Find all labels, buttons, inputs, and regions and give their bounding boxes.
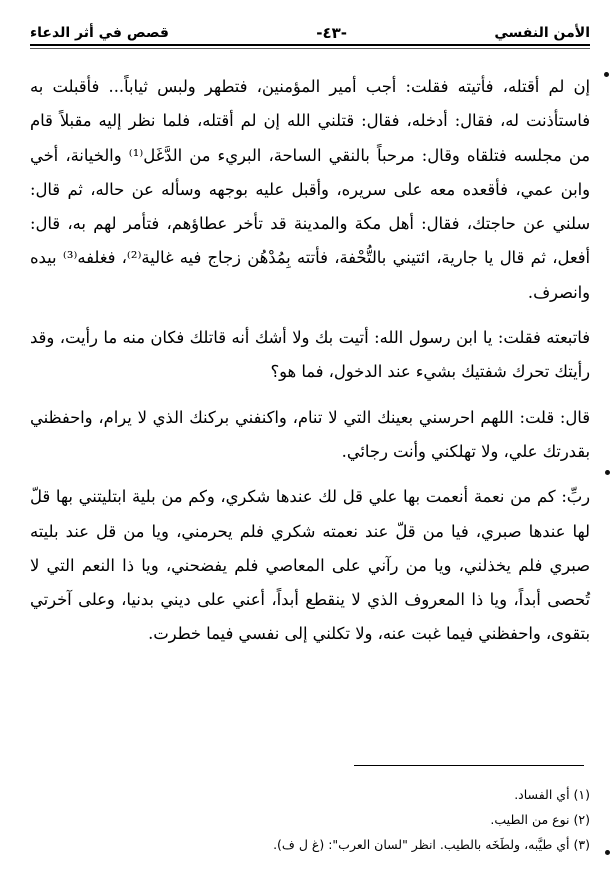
- margin-dot-bottom: [605, 850, 610, 855]
- header-rule-thick: [30, 44, 590, 46]
- paragraph-3: قال: قلت: اللهم احرسني بعينك التي لا تنام، واكنفني بركنك الذي لا يرام، واحفظني بقدرتك علي، ولا تهلكني وأنت رجائي.: [30, 407, 590, 461]
- main-text: [30, 70, 590, 652]
- running-header: [30, 22, 590, 44]
- footnote-1: (١) أي الفساد.: [514, 787, 590, 802]
- footnote-3: (٣) أي طيَّبه، ولطَخَه بالطيب. انظر "لسان العرب": (غ ل ف).: [273, 837, 590, 852]
- footnotes: [30, 782, 590, 857]
- paragraph-1: إن لم أقتله، فأتيته فقلت: أجب أمير المؤمنين، فتطهر ولبس ثياباً... فأقبلت به فاستأذنت له، فقال: أدخله، فقال: قتلني الله إن لم أقتله، فلما نظر إليه مقبلاً قام من مجلسه فتلقاه وقال: مرحباً بالنقي الساحة، البريء من الدَّغَل⁽¹⁾ والخيانة، أخي وابن عمي، فأقعده معه على سريره، وأقبل عليه بوجهه وسأله عن حاله، ثم قال: سلني عن حاجتك، فقال: أهل مكة والمدينة قد تأخر عطاؤهم، فتأمر لهم به، قال: أفعل، ثم قال يا جارية، ائتيني بالتُّحْفة، فأتته بِمُدْهُن زجاج فيه غالية⁽²⁾، فغلفه⁽³⁾ بيده وانصرف.: [30, 77, 590, 302]
- paragraph-2: فاتبعته فقلت: يا ابن رسول الله: أتيت بك ولا أشك أنه قاتلك فكان منه ما رأيت، وقد رأيتك تحرك شفتيك بشيء عند الدخول، فما هو؟: [30, 328, 590, 382]
- margin-dot-middle: [605, 470, 610, 475]
- header-left-title: قصص في أثر الدعاء: [30, 25, 169, 41]
- footnote-2: (٢) نوع من الطيب.: [490, 812, 590, 827]
- page-number: -٤٣-: [316, 24, 348, 42]
- footnote-separator: [354, 765, 584, 766]
- paragraph-4: ربِّ: كم من نعمة أنعمت بها علي قل لك عندها شكري، وكم من بلية ابتليتني بها قلّ لها عندها صبري، فيا من قلّ عند نعمته شكري فلم يحرمني، ويا من قل عند بليته صبري فلم يخذلني، ويا من رآني على المعاصي فلم يفضحني، ويا ذا النعم التي لا تُحصى أبداً، ويا ذا المعروف الذي لا ينقطع أبداً، أعني على ديني بدنيا، وعلى آخرتي بتقوى، واحفظني فيما غبت عنه، ولا تكلني إلى نفسي فيما خطرت.: [30, 487, 590, 644]
- header-rule-thin: [30, 48, 590, 49]
- margin-dot-top: [604, 72, 609, 77]
- header-right-title: الأمن النفسي: [494, 25, 590, 41]
